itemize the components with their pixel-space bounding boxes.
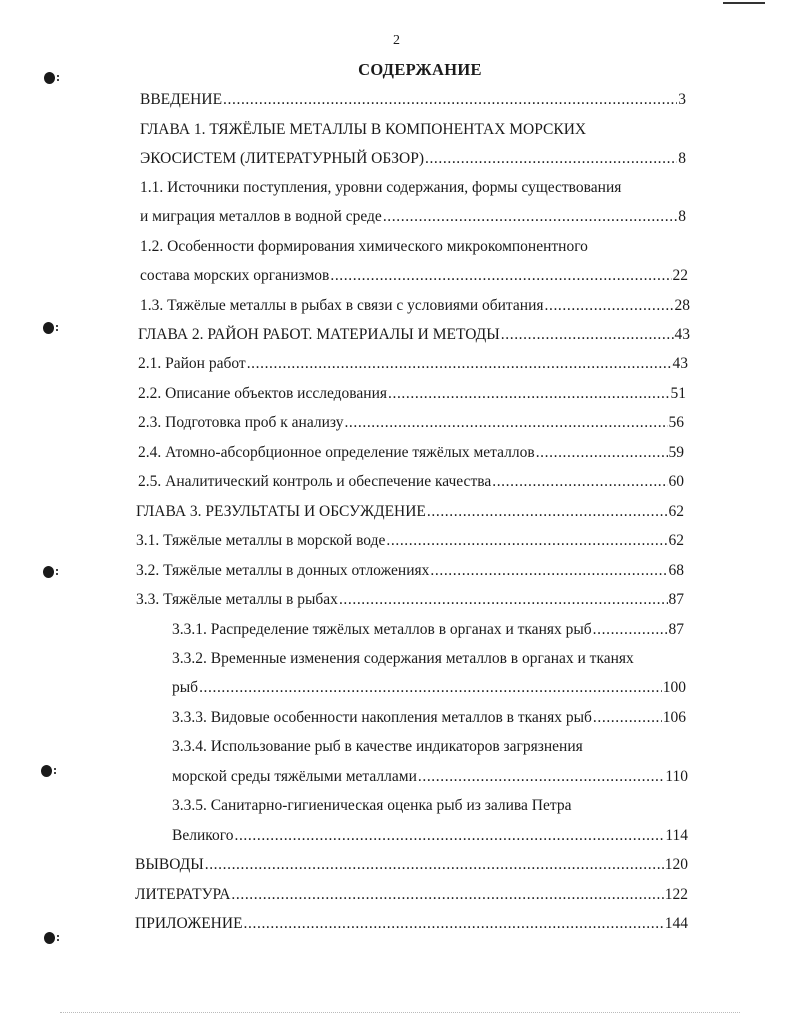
toc-entry-page: 106 bbox=[662, 709, 686, 726]
toc-entry-title: ВВЕДЕНИЕ bbox=[140, 91, 223, 108]
toc-entry-title: 2.1. Район работ bbox=[138, 355, 246, 372]
toc-entry-title: Великого bbox=[172, 827, 234, 844]
toc-entry-page: 8 bbox=[678, 150, 686, 167]
leader-dots bbox=[388, 384, 670, 404]
toc-entry-page: 114 bbox=[665, 827, 688, 844]
toc-entry-title: ГЛАВА 2. РАЙОН РАБОТ. МАТЕРИАЛЫ И МЕТОДЫ bbox=[138, 326, 500, 343]
punch-hole-mark bbox=[44, 72, 55, 84]
leader-dots bbox=[386, 531, 667, 551]
leader-dots bbox=[418, 767, 664, 787]
toc-entry-page: 120 bbox=[664, 856, 688, 873]
toc-entry-title: 1.3. Тяжёлые металлы в рыбах в связи с условиями обитания bbox=[140, 297, 544, 314]
toc-entry-title: ГЛАВА 3. РЕЗУЛЬТАТЫ И ОБСУЖДЕНИЕ bbox=[136, 503, 426, 520]
toc-entry-page: 8 bbox=[678, 208, 686, 225]
scan-corner-mark bbox=[723, 2, 765, 4]
page-number: 2 bbox=[393, 33, 400, 48]
punch-hole-mark bbox=[43, 566, 54, 578]
toc-entry-page: 28 bbox=[674, 297, 690, 314]
toc-entry-title: 2.2. Описание объектов исследования bbox=[138, 385, 387, 402]
toc-section-1-1 bbox=[140, 207, 686, 227]
toc-subsection-3-3-2-line-1: 3.3.2. Временные изменения содержания металлов в органах и тканях bbox=[172, 650, 634, 667]
toc-entry-title: 3.3.1. Распределение тяжёлых металлов в органах и тканях рыб bbox=[172, 621, 592, 638]
toc-section-2-1 bbox=[138, 354, 688, 374]
punch-hole-mark bbox=[41, 765, 52, 777]
toc-entry-page: 22 bbox=[672, 267, 688, 284]
toc-entry-title: ВЫВОДЫ bbox=[135, 856, 204, 873]
leader-dots bbox=[223, 90, 677, 110]
toc-entry-title: 3.1. Тяжёлые металлы в морской воде bbox=[136, 532, 386, 549]
leader-dots bbox=[536, 443, 668, 463]
toc-entry-page: 3 bbox=[678, 91, 686, 108]
toc-entry-intro bbox=[140, 90, 686, 110]
leader-dots bbox=[244, 914, 664, 934]
toc-entry-page: 43 bbox=[674, 326, 690, 343]
punch-hole-mark bbox=[44, 932, 55, 944]
toc-section-1-1-line-1: 1.1. Источники поступления, уровни содержания, формы существования bbox=[140, 179, 622, 196]
leader-dots bbox=[427, 502, 668, 522]
toc-entry-literature bbox=[135, 885, 688, 905]
toc-entry-page: 43 bbox=[672, 355, 688, 372]
toc-entry-title: и миграция металлов в водной среде bbox=[140, 208, 382, 225]
toc-entry-page: 62 bbox=[668, 503, 684, 520]
toc-section-2-4 bbox=[138, 443, 684, 463]
toc-section-2-5 bbox=[138, 472, 684, 492]
leader-dots bbox=[344, 413, 667, 433]
toc-section-1-2-line-1: 1.2. Особенности формирования химического микрокомпонентного bbox=[140, 238, 588, 255]
toc-subsection-3-3-2 bbox=[172, 678, 686, 698]
toc-subsection-3-3-5-line-1: 3.3.5. Санитарно-гигиеническая оценка рыб из залива Петра bbox=[172, 797, 572, 814]
toc-chapter-1 bbox=[140, 149, 686, 169]
leader-dots bbox=[339, 590, 668, 610]
toc-chapter-1-line-1: ГЛАВА 1. ТЯЖЁЛЫЕ МЕТАЛЛЫ В КОМПОНЕНТАХ МОРСКИХ bbox=[140, 121, 587, 138]
toc-entry-page: 60 bbox=[668, 473, 684, 490]
toc-entry-page: 122 bbox=[664, 886, 688, 903]
leader-dots bbox=[430, 561, 667, 581]
leader-dots bbox=[231, 885, 663, 905]
toc-entry-page: 62 bbox=[668, 532, 684, 549]
leader-dots bbox=[501, 325, 674, 345]
leader-dots bbox=[199, 678, 662, 698]
toc-entry-title: морской среды тяжёлыми металлами bbox=[172, 768, 417, 785]
toc-subsection-3-3-4-line-1: 3.3.4. Использование рыб в качестве индикаторов загрязнения bbox=[172, 738, 583, 755]
toc-section-1-3 bbox=[140, 296, 690, 316]
toc-entry-page: 59 bbox=[668, 444, 684, 461]
toc-subsection-3-3-1 bbox=[172, 620, 684, 640]
toc-entry-appendix bbox=[135, 914, 688, 934]
toc-entry-page: 87 bbox=[668, 621, 684, 638]
leader-dots bbox=[593, 708, 662, 728]
toc-subsection-3-3-4 bbox=[172, 767, 688, 787]
toc-section-2-3 bbox=[138, 413, 684, 433]
leader-dots bbox=[425, 149, 677, 169]
toc-entry-title: ЭКОСИСТЕМ (ЛИТЕРАТУРНЫЙ ОБЗОР) bbox=[140, 150, 424, 167]
toc-entry-page: 51 bbox=[670, 385, 686, 402]
leader-dots bbox=[234, 826, 664, 846]
leader-dots bbox=[593, 620, 668, 640]
scan-noise-line bbox=[60, 1012, 740, 1013]
toc-entry-title: 3.3. Тяжёлые металлы в рыбах bbox=[136, 591, 338, 608]
toc-entry-page: 110 bbox=[665, 768, 688, 785]
toc-heading: СОДЕРЖАНИЕ bbox=[358, 60, 482, 79]
toc-entry-title: 3.3.3. Видовые особенности накопления металлов в тканях рыб bbox=[172, 709, 592, 726]
toc-entry-page: 144 bbox=[664, 915, 688, 932]
toc-entry-page: 100 bbox=[662, 679, 686, 696]
toc-section-3-2 bbox=[136, 561, 684, 581]
toc-entry-title: 3.2. Тяжёлые металлы в донных отложениях bbox=[136, 562, 430, 579]
toc-section-3-3 bbox=[136, 590, 684, 610]
toc-entry-title: ПРИЛОЖЕНИЕ bbox=[135, 915, 243, 932]
toc-section-2-2 bbox=[138, 384, 686, 404]
leader-dots bbox=[383, 207, 677, 227]
toc-section-1-2 bbox=[140, 266, 688, 286]
toc-entry-title: 2.5. Аналитический контроль и обеспечение качества bbox=[138, 473, 492, 490]
toc-entry-title: 2.3. Подготовка проб к анализу bbox=[138, 414, 344, 431]
leader-dots bbox=[205, 855, 664, 875]
toc-chapter-2 bbox=[138, 325, 690, 345]
toc-entry-page: 56 bbox=[668, 414, 684, 431]
toc-entry-title: 2.4. Атомно-абсорбционное определение тяжёлых металлов bbox=[138, 444, 535, 461]
punch-hole-mark bbox=[43, 322, 54, 334]
toc-subsection-3-3-5 bbox=[172, 826, 688, 846]
toc-chapter-3 bbox=[136, 502, 684, 522]
toc-entry-conclusions bbox=[135, 855, 688, 875]
toc-section-3-1 bbox=[136, 531, 684, 551]
leader-dots bbox=[330, 266, 671, 286]
leader-dots bbox=[545, 296, 674, 316]
toc-entry-title: ЛИТЕРАТУРА bbox=[135, 886, 231, 903]
leader-dots bbox=[247, 354, 672, 374]
toc-subsection-3-3-3 bbox=[172, 708, 686, 728]
toc-entry-title: рыб bbox=[172, 679, 199, 696]
leader-dots bbox=[492, 472, 667, 492]
toc-entry-page: 87 bbox=[668, 591, 684, 608]
toc-entry-title: состава морских организмов bbox=[140, 267, 330, 284]
toc-entry-page: 68 bbox=[668, 562, 684, 579]
